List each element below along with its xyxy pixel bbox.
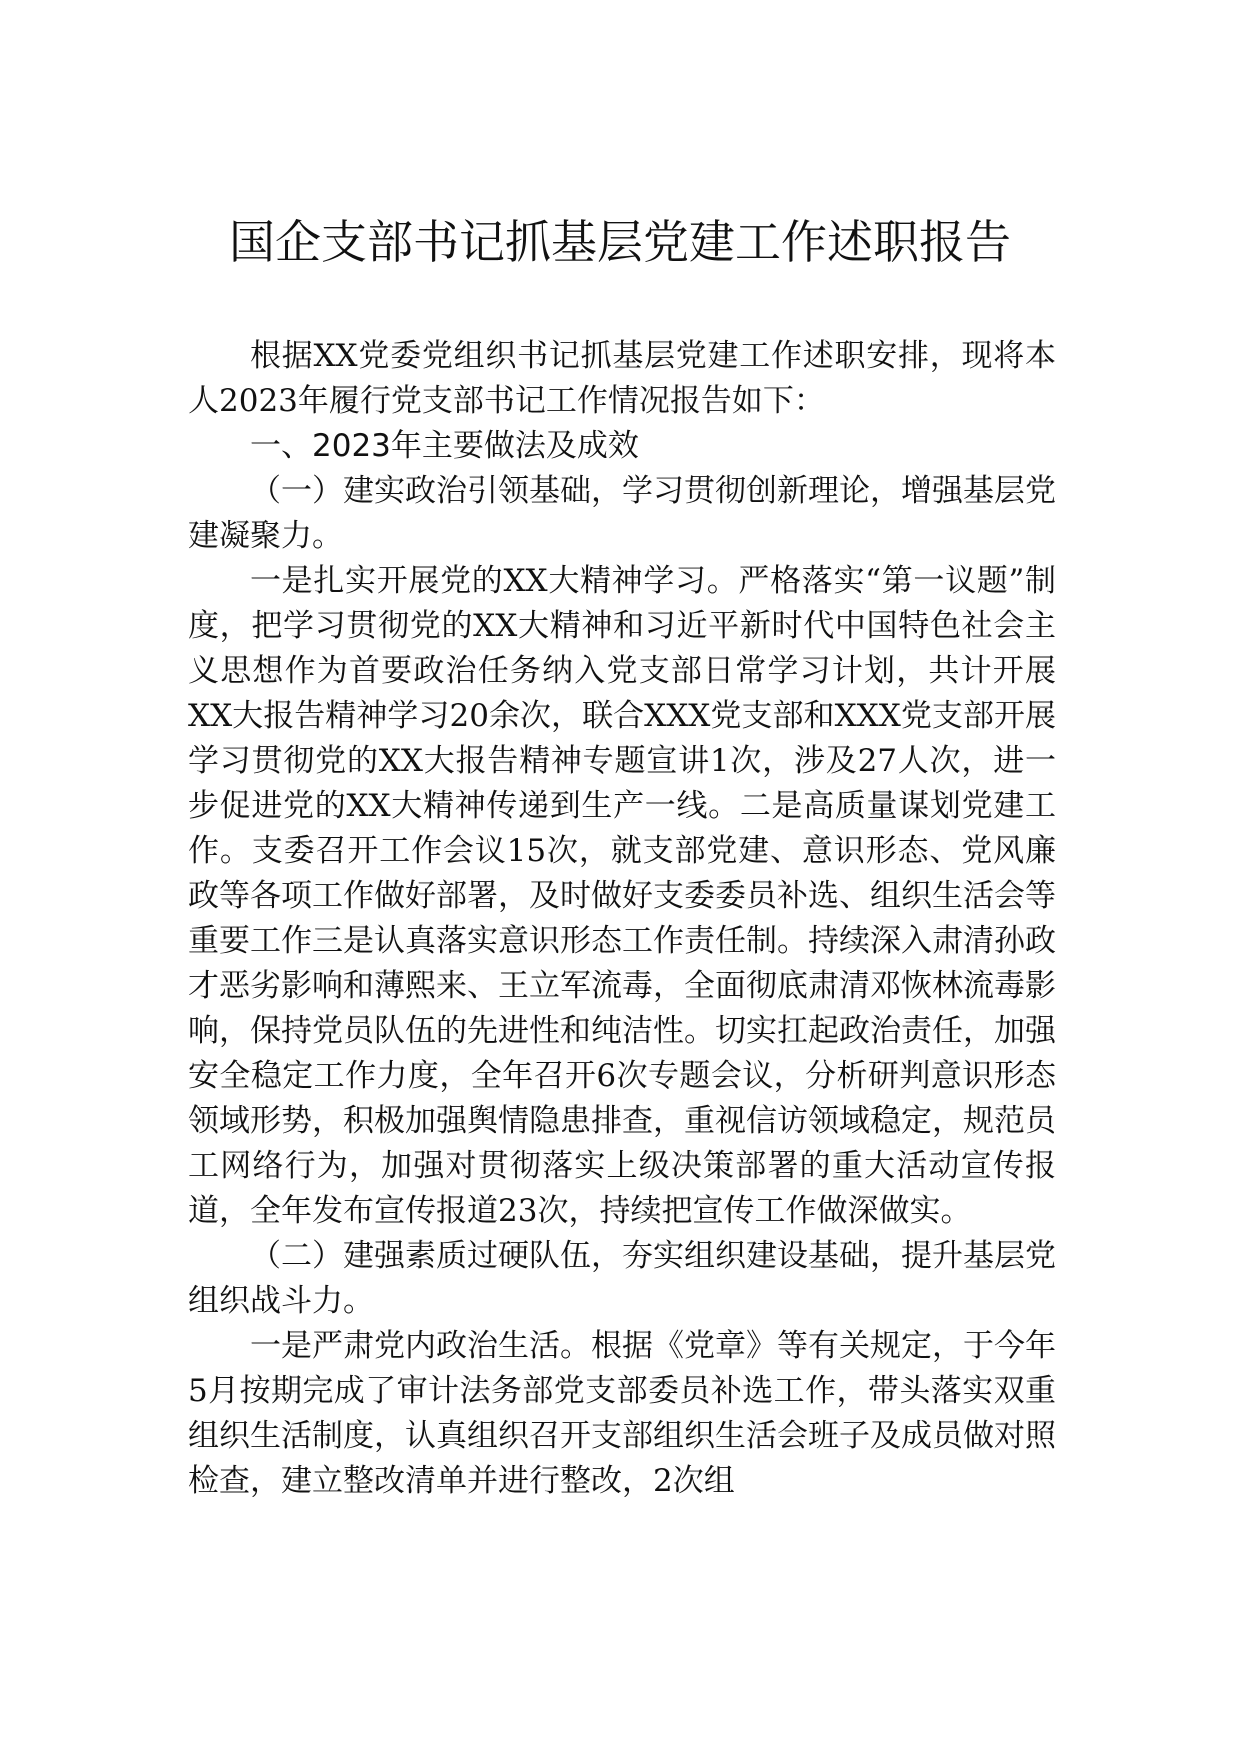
subsection-heading-2: （二）建强素质过硬队伍，夯实组织建设基础，提升基层党组织战斗力。 [188, 1238, 1056, 1319]
intro-paragraph: 根据XX党委党组织书记抓基层党建工作述职安排，现将本人2023年履行党支部书记工作情况报告如下： [188, 338, 1056, 419]
section-heading-1: 一、2023年主要做法及成效 [250, 428, 639, 464]
body-paragraph-1: 一是扎实开展党的XX大精神学习。严格落实“第一议题”制度，把学习贯彻党的XX大精神和习近平新时代中国特色社会主义思想作为首要政治任务纳入党支部日常学习计划，共计开展XX大报告精神学习20余次，联合XXX党支部和XXX党支部开展学习贯彻党的XX大报告精神专题宣讲1次，涉及27人次，进一步促进党的XX大精神传递到生产一线。二是高质量谋划党建工作。支委召开工作会议15次，就支部党建、意识形态、党风廉政等各项工作做好部署，及时做好支委委员补选、组织生活会等重要工作三是认真落实意识形态工作责任制。持续深入肃清孙政才恶劣影响和薄熙来、王立军流毒，全面彻底肃清邓恢林流毒影响，保持党员队伍的先进性和纯洁性。切实扛起政治责任，加强安全稳定工作力度，全年召开6次专题会议，分析研判意识形态领域形势，积极加强舆情隐患排查，重视信访领域稳定，规范员工网络行为，加强对贯彻落实上级决策部署的重大活动宣传报道，全年发布宣传报道23次，持续把宣传工作做深做实。 [188, 563, 1056, 1229]
body-paragraph-2: 一是严肃党内政治生活。根据《党章》等有关规定，于今年5月按期完成了审计法务部党支部委员补选工作，带头落实双重组织生活制度，认真组织召开支部组织生活会班子及成员做对照检查，建立整改清单并进行整改，2次组 [188, 1328, 1056, 1499]
document-title: 国企支部书记抓基层党建工作述职报告 [229, 215, 1011, 269]
document-body [188, 334, 1056, 1504]
subsection-heading-1: （一）建实政治引领基础，学习贯彻创新理论，增强基层党建凝聚力。 [188, 473, 1056, 554]
